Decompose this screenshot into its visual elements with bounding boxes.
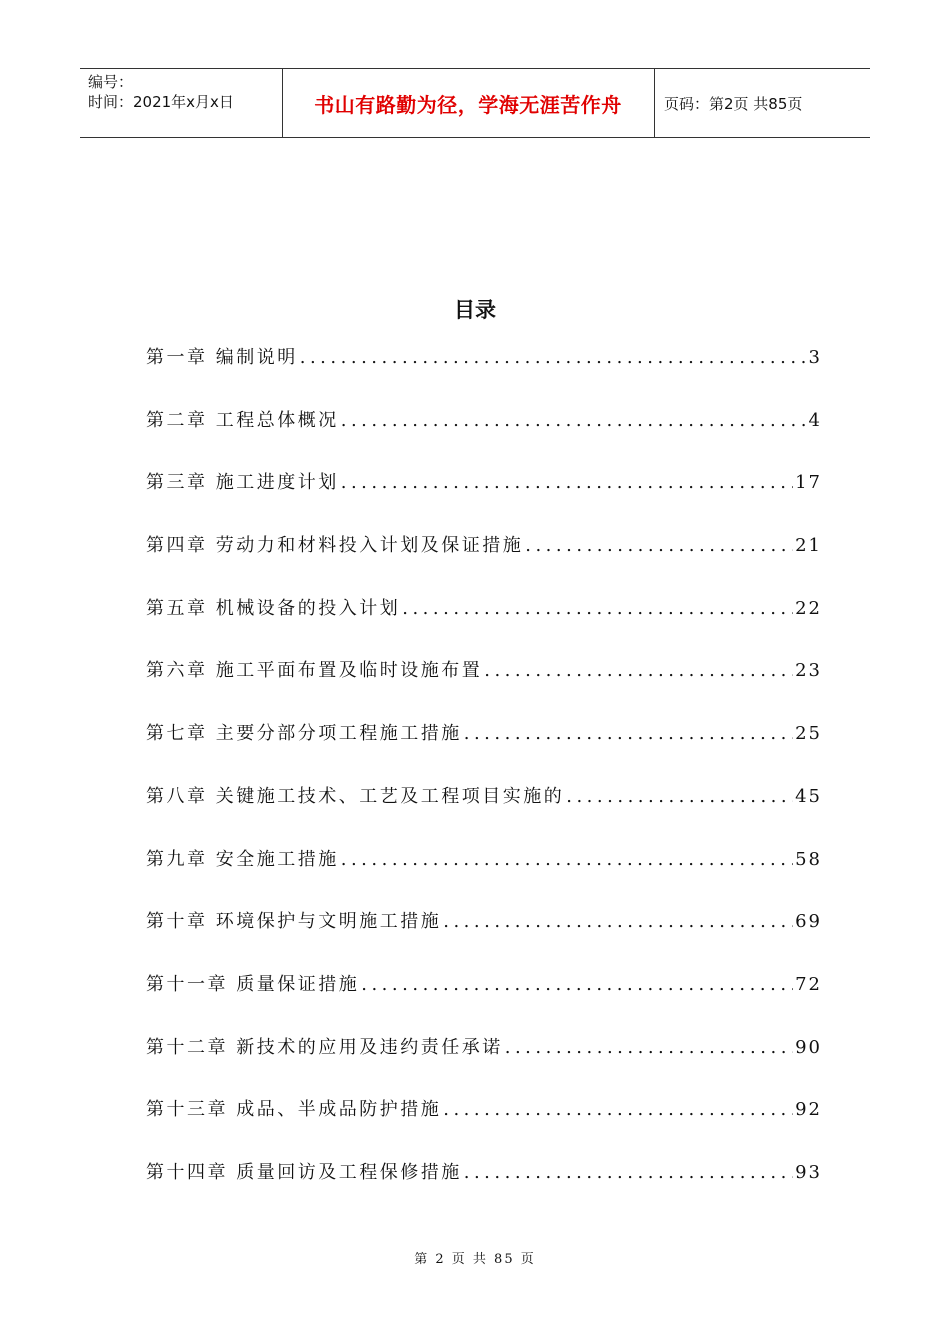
toc-leader-dots	[341, 472, 793, 493]
toc-entry-label: 第四章 劳动力和材料投入计划及保证措施	[146, 535, 524, 557]
toc-leader-dots	[402, 598, 793, 619]
toc-leader-dots	[300, 347, 807, 368]
toc-entry-page: 25	[795, 723, 822, 745]
toc-entry-label: 第五章 机械设备的投入计划	[146, 597, 401, 619]
toc-leader-dots	[484, 660, 793, 681]
header-motto: 书山有路勤为径，学海无涯苦作舟	[314, 92, 622, 117]
toc-entry-label: 第九章 安全施工措施	[146, 848, 339, 870]
toc-entry[interactable]	[146, 1033, 822, 1096]
toc-entry-label: 第十四章 质量回访及工程保修措施	[146, 1161, 462, 1183]
toc-leader-dots	[525, 535, 793, 556]
toc-entry[interactable]	[146, 782, 822, 845]
toc-entry-page: 45	[795, 785, 822, 807]
toc-entry-page: 69	[795, 911, 822, 933]
document-date: 时间：2021年x月x日	[88, 93, 234, 111]
toc-entry[interactable]	[146, 594, 822, 657]
toc-entry-label: 第十二章 新技术的应用及违约责任承诺	[146, 1036, 503, 1058]
header-motto-cell	[282, 69, 655, 137]
toc-title: 目录	[454, 298, 496, 322]
toc-leader-dots	[443, 1099, 793, 1120]
toc-entry[interactable]	[146, 845, 822, 908]
toc-entry-page: 21	[795, 535, 822, 557]
toc-entry[interactable]	[146, 1158, 822, 1221]
document-number-label: 编号：	[88, 73, 134, 91]
toc-leader-dots	[566, 786, 793, 807]
table-of-contents	[146, 343, 822, 1221]
toc-leader-dots	[505, 1037, 793, 1058]
page-header	[80, 68, 870, 138]
toc-entry-page: 58	[795, 848, 822, 870]
toc-entry-label: 第六章 施工平面布置及临时设施布置	[146, 660, 483, 682]
header-page-info: 页码：第2页 共85页	[664, 94, 803, 113]
page-footer: 第 2 页 共 85 页	[414, 1252, 536, 1267]
toc-leader-dots	[361, 974, 793, 995]
toc-entry-label: 第三章 施工进度计划	[146, 472, 339, 494]
toc-leader-dots	[464, 1162, 793, 1183]
toc-entry[interactable]	[146, 970, 822, 1033]
toc-entry-label: 第八章 关键施工技术、工艺及工程项目实施的	[146, 785, 565, 807]
toc-leader-dots	[443, 911, 793, 932]
toc-entry[interactable]	[146, 531, 822, 594]
toc-entry-page: 72	[795, 973, 822, 995]
header-left-cell	[80, 69, 283, 137]
toc-entry-page: 90	[795, 1036, 822, 1058]
toc-entry[interactable]	[146, 343, 822, 406]
toc-entry-page: 23	[795, 660, 822, 682]
toc-entry[interactable]	[146, 1095, 822, 1158]
toc-entry-label: 第十章 环境保护与文明施工措施	[146, 911, 442, 933]
toc-entry-label: 第二章 工程总体概况	[146, 409, 339, 431]
toc-entry-page: 4	[808, 409, 822, 431]
toc-leader-dots	[341, 410, 807, 431]
toc-entry-page: 92	[795, 1099, 822, 1121]
toc-entry[interactable]	[146, 406, 822, 469]
toc-entry-label: 第一章 编制说明	[146, 347, 298, 368]
toc-entry[interactable]	[146, 468, 822, 531]
toc-entry-page: 22	[795, 597, 822, 619]
toc-entry-page: 93	[795, 1161, 822, 1183]
toc-entry[interactable]	[146, 907, 822, 970]
toc-entry-label: 第十一章 质量保证措施	[146, 973, 360, 995]
toc-entry-label: 第十三章 成品、半成品防护措施	[146, 1099, 442, 1121]
toc-leader-dots	[341, 849, 793, 870]
toc-entry[interactable]	[146, 719, 822, 782]
toc-entry-label: 第七章 主要分部分项工程施工措施	[146, 723, 462, 745]
toc-entry-page: 17	[795, 472, 822, 494]
toc-entry[interactable]	[146, 656, 822, 719]
toc-entry-page: 3	[808, 347, 822, 368]
toc-leader-dots	[464, 723, 793, 744]
